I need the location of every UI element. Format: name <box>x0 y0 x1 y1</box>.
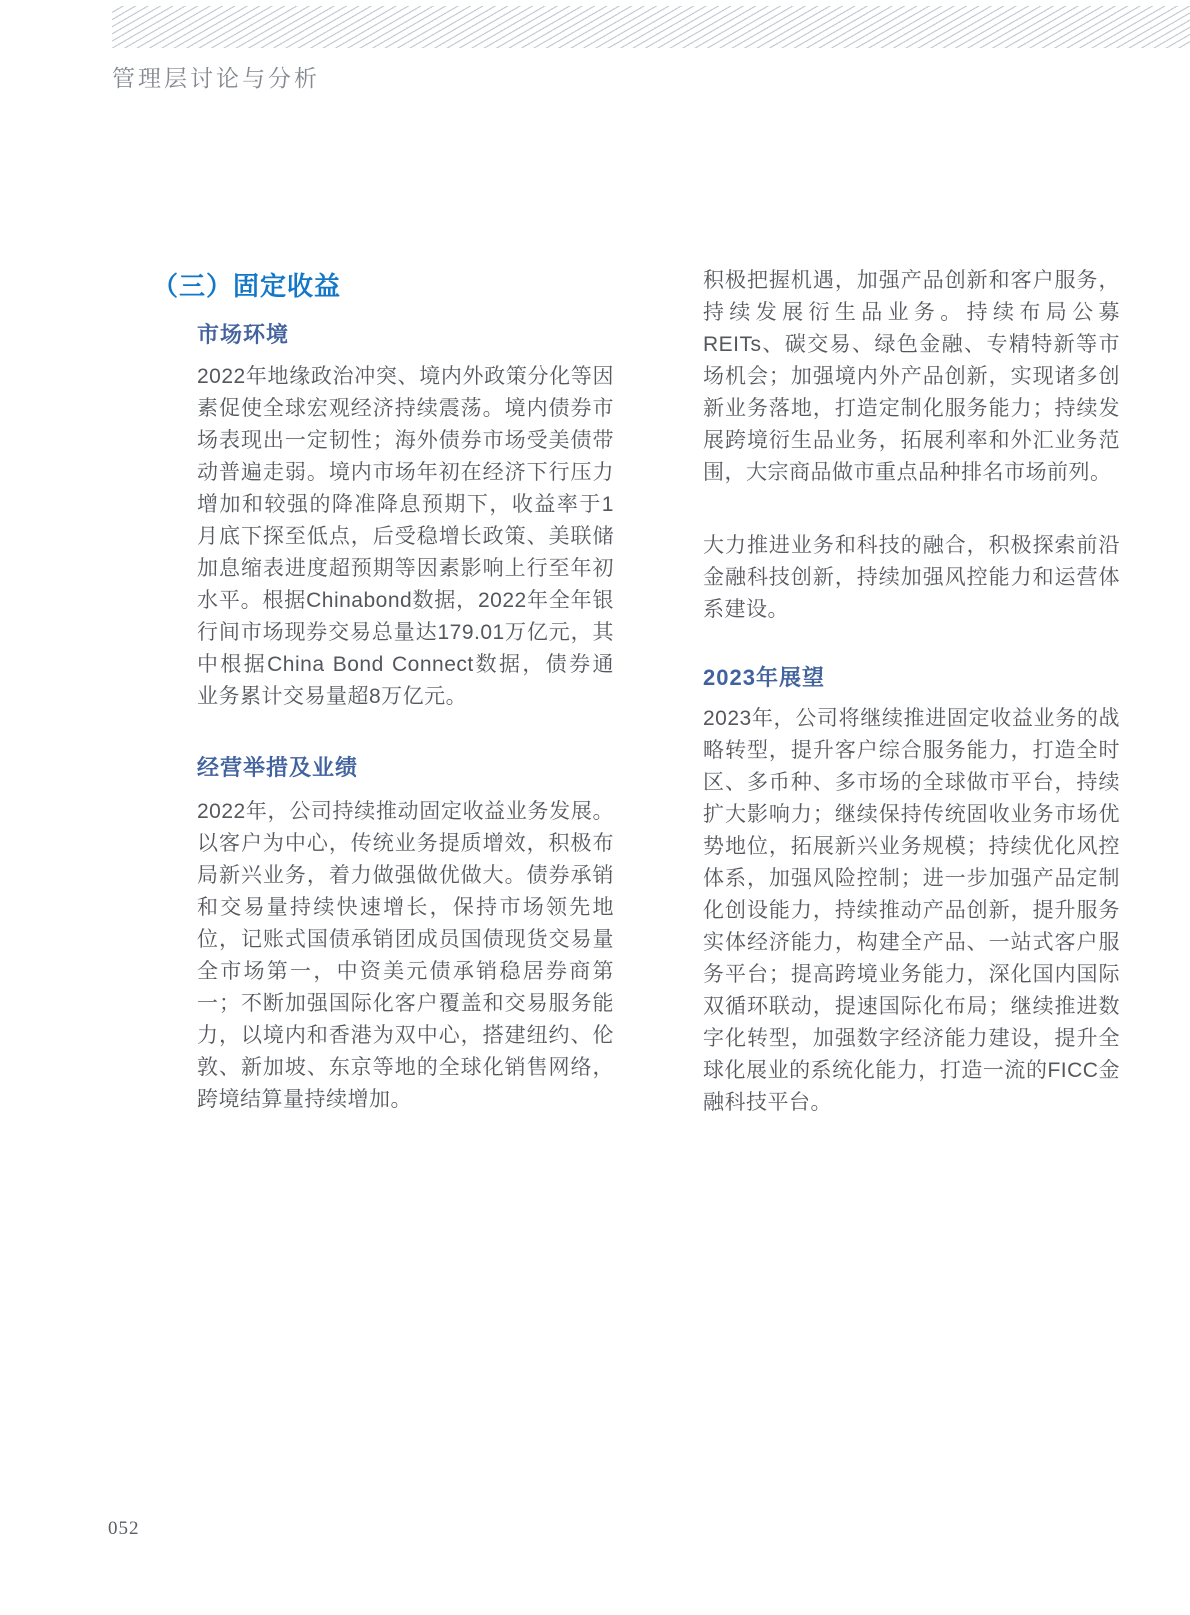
paragraph-2023-outlook: 2023年，公司将继续推进固定收益业务的战略转型，提升客户综合服务能力，打造全时区、多币种、多市场的全球做市平台，持续扩大影响力；继续保持传统固收业务市场优势地位，拓展新兴业务规模；持续优化风控体系，加强风险控制；进一步加强产品定制化创设能力，持续推动产品创新，提升服务实体经济能力，构建全产品、一站式客户服务平台；提高跨境业务能力，深化国内国际双循环联动，提速国际化布局；继续推进数字化转型，加强数字经济能力建设，提升全球化展业的系统化能力，打造一流的FICC金融科技平台。 <box>703 707 1120 1114</box>
chapter-header: 管理层讨论与分析 <box>112 66 320 91</box>
page-number: 052 <box>108 1518 140 1539</box>
sub-heading-2023-outlook: 2023年展望 <box>703 665 825 690</box>
sub-heading-market-environment: 市场环境 <box>197 322 290 347</box>
paragraph-market-environment: 2022年地缘政治冲突、境内外政策分化等因素促使全球宏观经济持续震荡。境内债券市场表现出一定韧性；海外债券市场受美债带动普遍走弱。境内市场年初在经济下行压力增加和较强的降准降息预期下，收益率于1月底下探至低点，后受稳增长政策、美联储加息缩表进度超预期等因素影响上行至年初水平。根据Chinabond数据，2022年全年银行间市场现券交易总量达179.01万亿元，其中根据China Bond Connect数据，债券通业务累计交易量超8万亿元。 <box>197 365 614 708</box>
paragraph-fintech-integration: 大力推进业务和科技的融合，积极探索前沿金融科技创新，持续加强风控能力和运营体系建设。 <box>703 534 1120 621</box>
paragraph-opportunities: 积极把握机遇，加强产品创新和客户服务，持续发展衍生品业务。持续布局公募REITs、碳交易、绿色金融、专精特新等市场机会；加强境内外产品创新，实现诸多创新业务落地，打造定制化服务能力；持续发展跨境衍生品业务，拓展利率和外汇业务范围，大宗商品做市重点品种排名市场前列。 <box>703 269 1120 484</box>
paragraph-operations-results: 2022年，公司持续推动固定收益业务发展。以客户为中心，传统业务提质增效，积极布局新兴业务，着力做强做优做大。债券承销和交易量持续快速增长，保持市场领先地位，记账式国债承销团成员国债现货交易量全市场第一，中资美元债承销稳居券商第一；不断加强国际化客户覆盖和交易服务能力，以境内和香港为双中心，搭建纽约、伦敦、新加坡、东京等地的全球化销售网络，跨境结算量持续增加。 <box>197 800 614 1111</box>
section-heading-fixed-income: （三）固定收益 <box>152 271 342 301</box>
sub-heading-operations-results: 经营举措及业绩 <box>197 755 359 780</box>
diagonal-hatch-banner <box>112 6 1190 48</box>
